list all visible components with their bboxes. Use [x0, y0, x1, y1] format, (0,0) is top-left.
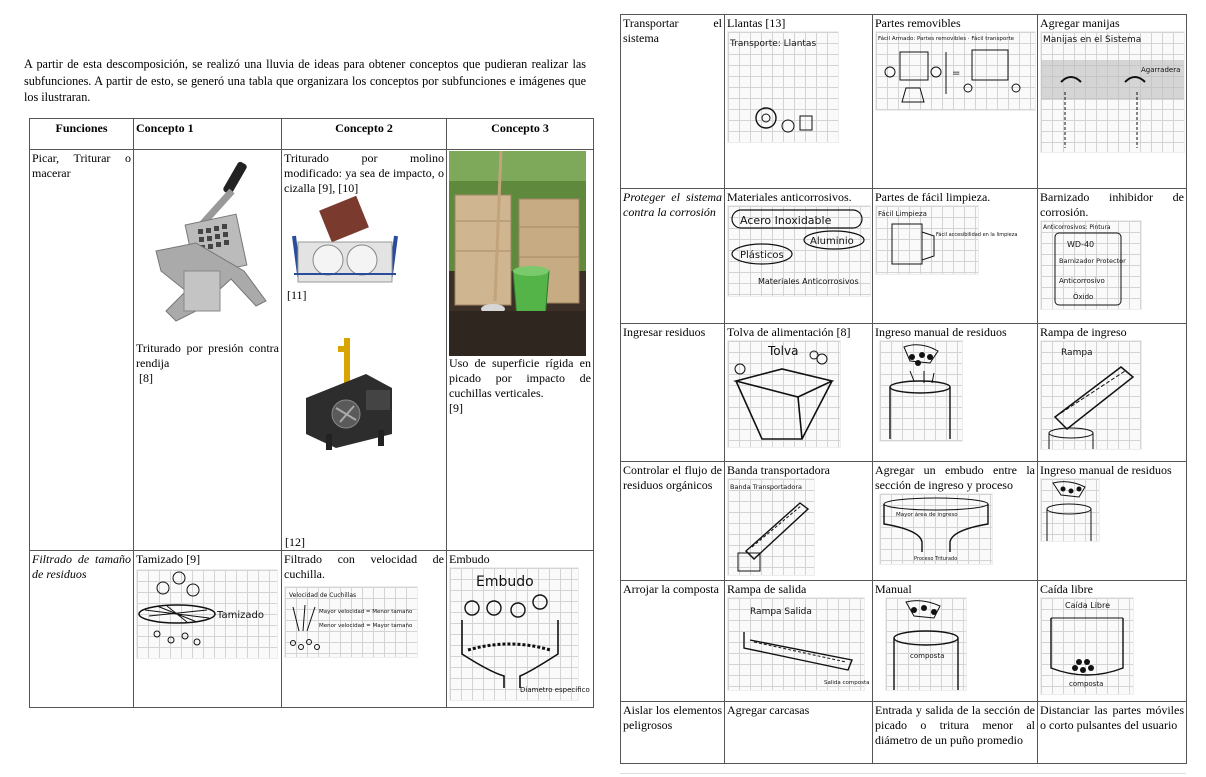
- function-cell: Ingresar residuos: [621, 324, 725, 462]
- concept-cell: Entrada y salida de la sección de picado o tritura menor al diámetro de un puño promedio: [873, 702, 1038, 764]
- reference: [12]: [285, 535, 305, 549]
- sketch-label: Tolva: [768, 344, 799, 358]
- concept-text: Rampa de salida: [727, 582, 807, 596]
- sketch-label: Fácil Limpieza: [878, 210, 927, 218]
- intro-paragraph: A partir de esta descomposición, se realizó una lluvia de ideas para obtener conceptos que pudieran realizar las subfunciones. A partir de esto, se generó una tabla que organizara los conceptos por subfunciones e imágenes que los ilustraran.: [24, 57, 586, 105]
- hopper-sketch: [727, 340, 841, 448]
- sketch-label: Plásticos: [740, 250, 784, 261]
- function-cell: Transportar el sistema: [621, 15, 725, 189]
- concept-text: Materiales anticorrosivos.: [727, 190, 852, 204]
- concept-text: Banda transportadora: [727, 463, 830, 477]
- sketch-label: Proceso Triturado: [914, 556, 958, 562]
- sketch-label: Velocidad de Cuchillas: [289, 592, 357, 599]
- concept-cell: [725, 581, 873, 702]
- concept-text: Partes removibles: [875, 16, 961, 30]
- sketch-label: Embudo: [476, 574, 534, 590]
- sketch-label: Transporte: Llantas: [730, 39, 817, 49]
- handles-sketch: [1040, 31, 1185, 153]
- concept-text: Barnizado inhibidor de corrosión.: [1040, 190, 1184, 219]
- concept-text: Uso de superficie rígida en picado por impacto de cuchillas verticales.: [449, 356, 591, 400]
- concept-cell: [282, 150, 447, 551]
- page-divider: [620, 773, 1186, 774]
- sketch-label: Óxido: [1073, 293, 1094, 301]
- varnish-sketch: [1040, 220, 1142, 310]
- concept-cell: [447, 551, 594, 708]
- concept-text: Caída libre: [1040, 582, 1093, 596]
- reference: [8]: [139, 371, 153, 385]
- concept-cell: [282, 551, 447, 708]
- svg-text:=: =: [952, 68, 961, 79]
- wheels-sketch: [727, 31, 839, 143]
- sketch-label: Fácil Armado: Partes removibles · Fácil transporte: [878, 36, 1015, 42]
- concept-cell: [134, 150, 282, 551]
- sieve-sketch: [136, 569, 278, 659]
- funnel-sketch: [449, 567, 590, 701]
- concept-cell: [873, 15, 1038, 189]
- concept-text: Agregar un embudo entre la sección de ingreso y proceso: [875, 463, 1035, 492]
- sketch-label: Rampa Salida: [750, 607, 812, 617]
- conveyor-belt-sketch: [727, 478, 815, 576]
- header-concepto-3: Concepto 3: [447, 119, 594, 150]
- concept-text: Llantas [13]: [727, 16, 786, 30]
- sketch-label: Materiales Anticorrosivos: [758, 277, 859, 286]
- concepts-table-right: [620, 14, 1187, 764]
- sketch-label: Anticorrosivos: Pintura: [1043, 224, 1111, 231]
- concept-text: Manual: [875, 582, 912, 596]
- concept-cell: [873, 462, 1038, 581]
- reference: [11]: [287, 288, 307, 302]
- function-cell: Proteger el sistema contra la corrosión: [621, 189, 725, 324]
- concept-cell: [1038, 581, 1187, 702]
- concept-cell: [725, 324, 873, 462]
- concept-cell: [873, 324, 1038, 462]
- concept-cell: [873, 189, 1038, 324]
- sketch-label: Barnizador Protector: [1059, 257, 1126, 265]
- concept-cell: Agregar carcasas: [725, 702, 873, 764]
- manual-output-sketch: [885, 597, 967, 691]
- function-cell: Controlar el flujo de residuos orgánicos: [621, 462, 725, 581]
- sketch-label: Caída Libre: [1065, 601, 1111, 610]
- concept-text: Ingreso manual de residuos: [875, 325, 1007, 339]
- mill-diagram-image: [286, 196, 404, 286]
- concept-text: Tamizado [9]: [136, 552, 201, 566]
- header-concepto-2: Concepto 2: [282, 119, 447, 150]
- concept-text: Agregar manijas: [1040, 16, 1120, 30]
- concept-text: Rampa de ingreso: [1040, 325, 1127, 339]
- compost-bin-photo: [449, 151, 586, 356]
- easy-cleaning-sketch: [875, 205, 1018, 275]
- sketch-label: Mayor velocidad = Menor tamaño: [319, 609, 413, 615]
- function-cell: Filtrado de tamaño de residuos: [30, 551, 134, 708]
- concept-cell: [1038, 462, 1187, 581]
- concept-cell: [725, 462, 873, 581]
- concept-text: Triturado por molino modificado: ya sea de impacto, o cizalla [9], [10]: [284, 151, 444, 195]
- anticorrosive-materials-sketch: [727, 205, 871, 297]
- sketch-label: WD-40: [1067, 240, 1095, 249]
- sketch-label: Diametro específico: [520, 686, 590, 694]
- shredder-machine-photo: [296, 338, 406, 458]
- manual-input-sketch-2: [1040, 478, 1100, 542]
- sketch-label: Salida composta: [824, 680, 870, 686]
- funnel-between-sections-sketch: [879, 493, 993, 565]
- sketch-label: Mayor área de ingreso: [896, 512, 958, 518]
- concept-cell: [725, 189, 873, 324]
- sketch-label: Manijas en el Sistema: [1043, 35, 1142, 45]
- ramp-input-sketch: [1040, 340, 1142, 450]
- manual-input-sketch: [879, 340, 963, 442]
- header-funciones: Funciones: [30, 119, 134, 150]
- sketch-label: Acero Inoxidable: [740, 214, 832, 227]
- sketch-label: Aluminio: [810, 236, 854, 247]
- function-cell: Aislar los elementos peligrosos: [621, 702, 725, 764]
- concept-cell: Distanciar las partes móviles o corto pulsantes del usuario: [1038, 702, 1187, 764]
- sketch-label: Tamizado: [217, 610, 264, 621]
- concept-text: Triturado por presión contra rendija: [136, 341, 279, 370]
- sketch-label: Rampa: [1061, 348, 1093, 358]
- sketch-label: composta: [910, 652, 945, 660]
- concept-text: Tolva de alimentación [8]: [727, 325, 851, 339]
- sketch-label: composta: [1069, 680, 1104, 688]
- function-cell: Arrojar la composta: [621, 581, 725, 702]
- concept-cell: [1038, 324, 1187, 462]
- concept-text: Embudo: [449, 552, 490, 566]
- fry-cutter-photo: [136, 151, 280, 341]
- function-cell: Picar, Triturar o macerar: [30, 150, 134, 551]
- concept-cell: [447, 150, 594, 551]
- concept-text: Ingreso manual de residuos: [1040, 463, 1172, 477]
- sketch-label: Fácil accesibilidad en la limpieza: [936, 232, 1018, 238]
- concept-cell: [1038, 15, 1187, 189]
- removable-parts-sketch: [875, 31, 1036, 111]
- blade-speed-sketch: [284, 586, 418, 658]
- concept-text: Filtrado con velocidad de cuchilla.: [284, 552, 444, 581]
- free-fall-sketch: [1040, 597, 1134, 695]
- sketch-label: Agarradera: [1141, 66, 1181, 74]
- sketch-label: Menor velocidad = Mayor tamaño: [319, 623, 413, 629]
- concepts-table-left: [29, 118, 594, 708]
- concept-cell: [1038, 189, 1187, 324]
- sketch-label: Anticorrosivo: [1059, 277, 1105, 285]
- concept-cell: [873, 581, 1038, 702]
- concept-cell: [134, 551, 282, 708]
- reference: [9]: [449, 401, 463, 415]
- sketch-label: Banda Transportadora: [730, 483, 802, 491]
- concept-cell: [725, 15, 873, 189]
- output-ramp-sketch: [727, 597, 870, 691]
- concept-text: Partes de fácil limpieza.: [875, 190, 991, 204]
- header-concepto-1: Concepto 1: [134, 119, 282, 150]
